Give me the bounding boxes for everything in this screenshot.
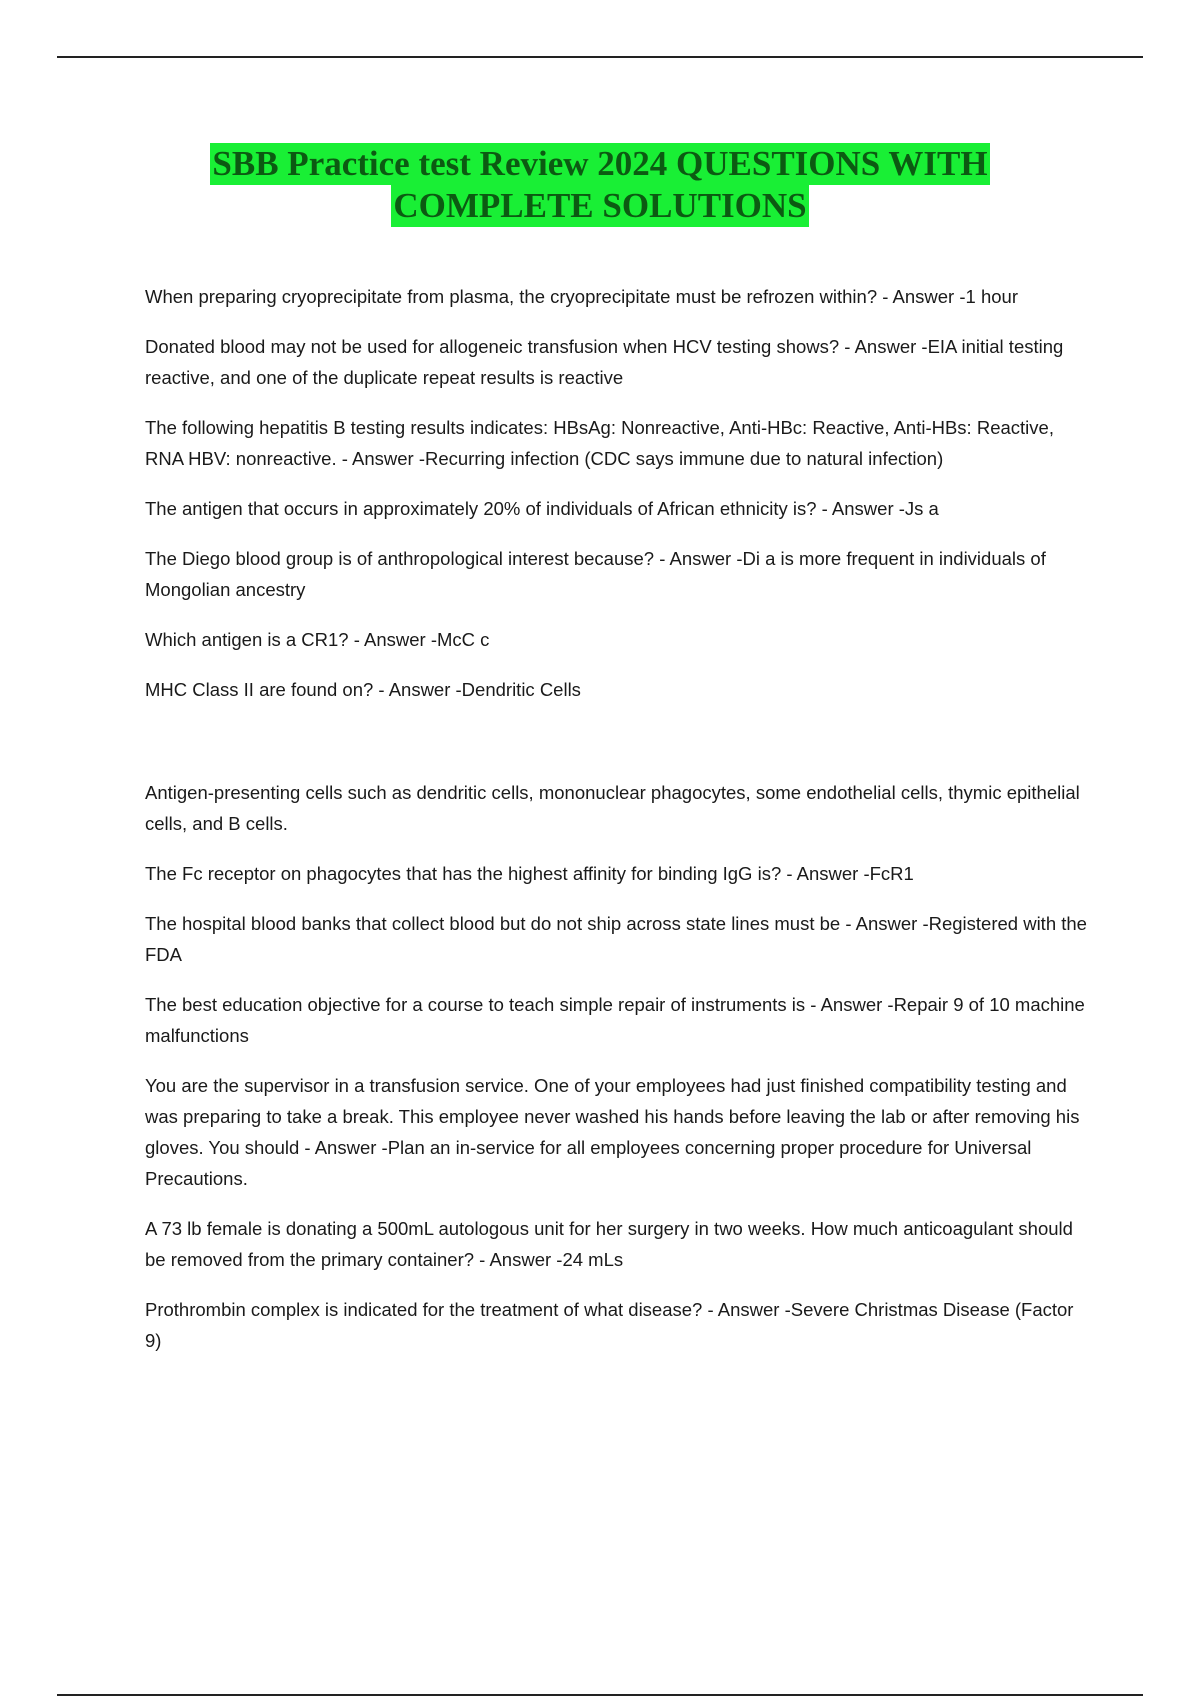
qa-item: Prothrombin complex is indicated for the treatment of what disease? - Answer -Severe Christmas Disease (Factor 9) <box>145 1299 1074 1351</box>
qa-item: The antigen that occurs in approximately 20% of individuals of African ethnicity is? - Answer -Js a <box>145 498 939 519</box>
explanation-note: Antigen-presenting cells such as dendritic cells, mononuclear phagocytes, some endothelial cells, thymic epithelial cells, and B cells. <box>145 782 1080 834</box>
qa-item: The Fc receptor on phagocytes that has the highest affinity for binding IgG is? - Answer -FcR1 <box>145 863 914 884</box>
title-line-1: SBB Practice test Review 2024 QUESTIONS WITH <box>212 144 988 183</box>
qa-list <box>145 281 1090 1375</box>
page-title <box>0 143 1200 227</box>
qa-item: The best education objective for a course to teach simple repair of instruments is - Answer -Repair 9 of 10 machine malfunctions <box>145 994 1085 1046</box>
qa-item: The hospital blood banks that collect blood but do not ship across state lines must be - Answer -Registered with the FDA <box>145 913 1087 965</box>
qa-item: The following hepatitis B testing results indicates: HBsAg: Nonreactive, Anti-HBc: Reactive, Anti-HBs: Reactive, RNA HBV: nonreactive. - Answer -Recurring infection (CDC says immune due to natural infection) <box>145 417 1054 469</box>
qa-item: MHC Class II are found on? - Answer -Dendritic Cells <box>145 679 581 700</box>
top-rule <box>57 56 1143 58</box>
bottom-rule <box>57 1694 1143 1696</box>
qa-item: You are the supervisor in a transfusion service. One of your employees had just finished compatibility testing and was preparing to take a break. This employee never washed his hands before leaving the lab or after removing his gloves. You should - Answer -Plan an in-service for all employees concerning proper procedure for Universal Precautions. <box>145 1075 1080 1189</box>
qa-item: Donated blood may not be used for allogeneic transfusion when HCV testing shows? - Answer -EIA initial testing reactive, and one of the duplicate repeat results is reactive <box>145 336 1064 388</box>
qa-item: A 73 lb female is donating a 500mL autologous unit for her surgery in two weeks. How much anticoagulant should be removed from the primary container? - Answer -24 mLs <box>145 1218 1073 1270</box>
qa-item: The Diego blood group is of anthropological interest because? - Answer -Di a is more frequent in individuals of Mongolian ancestry <box>145 548 1046 600</box>
qa-item: Which antigen is a CR1? - Answer -McC c <box>145 629 490 650</box>
title-line-2: COMPLETE SOLUTIONS <box>393 186 807 225</box>
qa-item: When preparing cryoprecipitate from plasma, the cryoprecipitate must be refrozen within? - Answer -1 hour <box>145 286 1018 307</box>
